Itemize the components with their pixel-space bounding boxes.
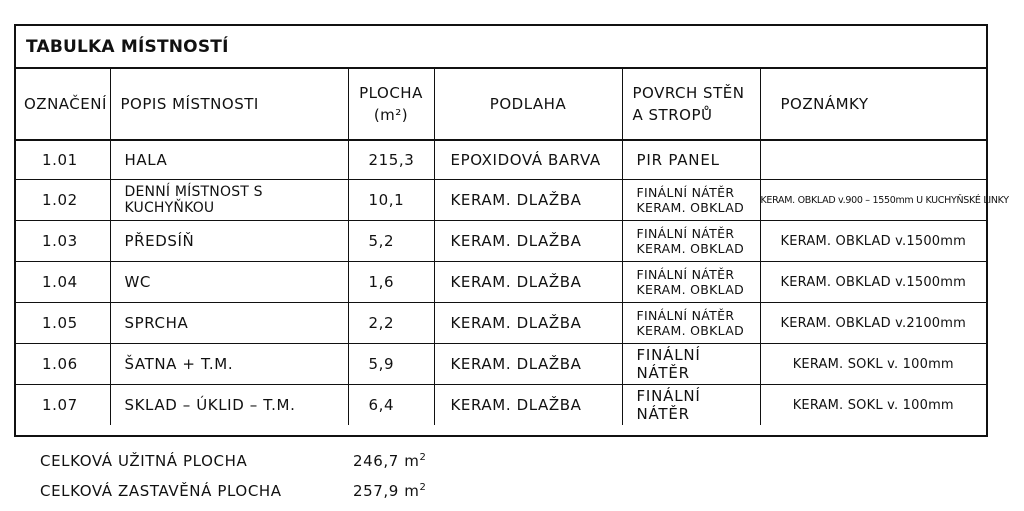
room-area: 5,2 xyxy=(348,221,434,262)
room-name: SKLAD – ÚKLID – T.M. xyxy=(110,385,348,426)
room-note: KERAM. OBKLAD v.2100mm xyxy=(760,303,986,344)
room-name: ŠATNA + T.M. xyxy=(110,344,348,385)
table-row xyxy=(16,262,986,303)
room-name: HALA xyxy=(110,140,348,180)
header-povrch-line1: POVRCH STĚN xyxy=(632,84,745,102)
table-row xyxy=(16,221,986,262)
summary-label: CELKOVÁ UŽITNÁ PLOCHA xyxy=(40,452,248,470)
room-area: 10,1 xyxy=(348,180,434,221)
room-id: 1.07 xyxy=(16,385,110,426)
room-area: 6,4 xyxy=(348,385,434,426)
room-floor: KERAM. DLAŽBA xyxy=(434,303,622,344)
room-surface xyxy=(622,303,760,344)
room-name: DENNÍ MÍSTNOST S KUCHYŇKOU xyxy=(110,180,348,221)
room-surface-line: FINÁLNÍ NÁTĚR xyxy=(636,346,701,382)
summary-value xyxy=(353,452,427,470)
room-surface-line: KERAM. OBKLAD xyxy=(636,200,744,215)
room-name: SPRCHA xyxy=(110,303,348,344)
summary-unit-exponent: 2 xyxy=(419,482,427,493)
room-surface xyxy=(622,262,760,303)
header-povrch xyxy=(622,69,760,140)
room-name: WC xyxy=(110,262,348,303)
header-plocha-line2: (m²) xyxy=(373,106,409,124)
room-area: 215,3 xyxy=(348,140,434,180)
summary-value xyxy=(353,482,427,500)
room-note: KERAM. SOKL v. 100mm xyxy=(760,385,986,426)
room-surface xyxy=(622,221,760,262)
room-id: 1.03 xyxy=(16,221,110,262)
room-surface xyxy=(622,344,760,385)
room-note: KERAM. OBKLAD v.1500mm xyxy=(760,221,986,262)
header-poznamky: POZNÁMKY xyxy=(760,69,986,140)
room-surface-line: FINÁLNÍ NÁTĚR xyxy=(636,387,701,423)
room-surface-line: KERAM. OBKLAD xyxy=(636,241,744,256)
header-plocha-line1: PLOCHA xyxy=(359,84,423,102)
room-id: 1.02 xyxy=(16,180,110,221)
room-area: 5,9 xyxy=(348,344,434,385)
header-podlaha: PODLAHA xyxy=(434,69,622,140)
room-note xyxy=(760,140,986,180)
room-surface-line: FINÁLNÍ NÁTĚR xyxy=(636,267,735,282)
room-floor: KERAM. DLAŽBA xyxy=(434,344,622,385)
room-note: KERAM. OBKLAD v.900 – 1550mm U KUCHYŇSKÉ LINKY xyxy=(760,180,986,221)
room-id: 1.01 xyxy=(16,140,110,180)
table-row xyxy=(16,303,986,344)
room-area: 1,6 xyxy=(348,262,434,303)
header-plocha xyxy=(348,69,434,140)
room-surface xyxy=(622,140,760,180)
room-floor: KERAM. DLAŽBA xyxy=(434,262,622,303)
room-table-frame xyxy=(14,24,1009,437)
header-row xyxy=(16,69,986,140)
room-surface-line: KERAM. OBKLAD xyxy=(636,323,744,338)
table-row xyxy=(16,385,986,426)
summary-value-text: 257,9 m xyxy=(353,482,420,500)
room-id: 1.06 xyxy=(16,344,110,385)
room-surface xyxy=(622,385,760,426)
header-popis: POPIS MÍSTNOSTI xyxy=(110,69,348,140)
room-surface-line: PIR PANEL xyxy=(636,151,720,169)
header-oznaceni: OZNAČENÍ xyxy=(16,69,110,140)
table-title-row xyxy=(16,26,986,69)
room-note: KERAM. OBKLAD v.1500mm xyxy=(760,262,986,303)
room-floor: KERAM. DLAŽBA xyxy=(434,385,622,426)
room-surface-line: FINÁLNÍ NÁTĚR xyxy=(636,308,735,323)
room-name: PŘEDSÍŇ xyxy=(110,221,348,262)
room-floor: KERAM. DLAŽBA xyxy=(434,180,622,221)
room-surface-line: FINÁLNÍ NÁTĚR xyxy=(636,185,735,200)
room-floor: KERAM. DLAŽBA xyxy=(434,221,622,262)
room-id: 1.04 xyxy=(16,262,110,303)
summary-unit-exponent: 2 xyxy=(419,452,427,463)
header-povrch-line2: A STROPŮ xyxy=(632,106,713,124)
table-row xyxy=(16,344,986,385)
summary-value-text: 246,7 m xyxy=(353,452,420,470)
table-row xyxy=(16,140,986,180)
summary-label: CELKOVÁ ZASTAVĚNÁ PLOCHA xyxy=(40,482,282,500)
room-area: 2,2 xyxy=(348,303,434,344)
room-surface-line: KERAM. OBKLAD xyxy=(636,282,744,297)
room-table xyxy=(16,69,1009,425)
room-surface-line: FINÁLNÍ NÁTĚR xyxy=(636,226,735,241)
table-row xyxy=(16,180,986,221)
room-id: 1.05 xyxy=(16,303,110,344)
table-title: TABULKA MÍSTNOSTÍ xyxy=(26,37,229,57)
room-surface xyxy=(622,180,760,221)
room-floor: EPOXIDOVÁ BARVA xyxy=(434,140,622,180)
room-note: KERAM. SOKL v. 100mm xyxy=(760,344,986,385)
